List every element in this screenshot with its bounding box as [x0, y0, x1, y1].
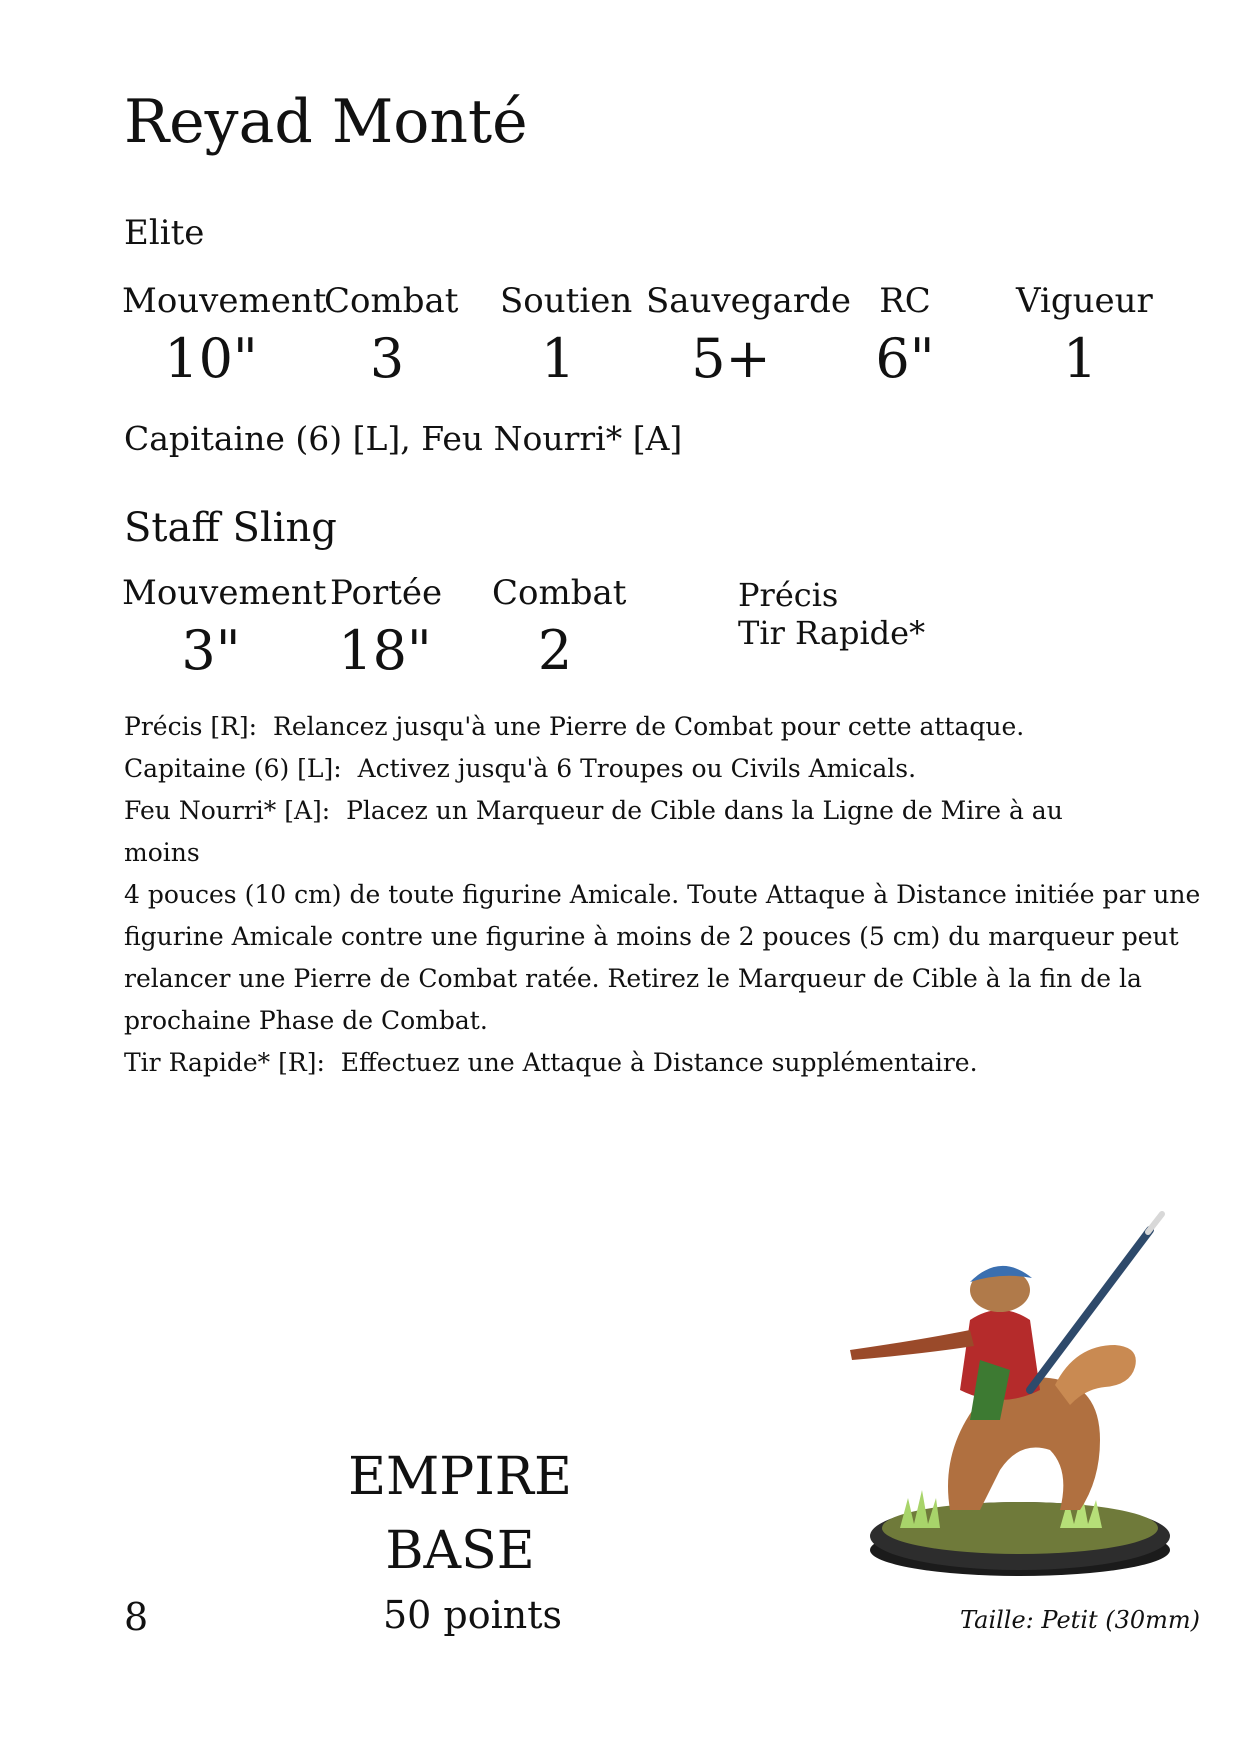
- rule-entry: [124, 706, 1124, 748]
- rule-entry: [124, 748, 1124, 790]
- rule-name: Feu Nourri* [A]:: [124, 796, 331, 825]
- unit-rank: Elite: [124, 213, 205, 253]
- stat-value-save: 5+: [691, 327, 771, 390]
- stat-value-movement: 10": [164, 327, 258, 390]
- page-number: 8: [124, 1595, 149, 1639]
- stat-value-combat: 3: [369, 327, 405, 390]
- rule-entry: [124, 790, 1201, 1042]
- weapon-stat-label-combat: Combat: [492, 573, 627, 613]
- stat-value-support: 1: [540, 327, 576, 390]
- rule-text: prochaine Phase de Combat.: [124, 1006, 488, 1035]
- rule-text: figurine Amicale contre une figurine à moins de 2 pouces (5 cm) du marqueur peut: [124, 922, 1179, 951]
- rule-name: Tir Rapide* [R]:: [124, 1048, 325, 1077]
- rule-text: Activez jusqu'à 6 Troupes ou Civils Amicals.: [357, 754, 917, 783]
- stat-label-rc: RC: [879, 281, 931, 321]
- stat-label-save: Sauvegarde: [646, 281, 851, 321]
- base-size: Taille: Petit (30mm): [960, 1606, 1201, 1634]
- faction-line: BASE: [385, 1521, 535, 1581]
- rule-text: Relancez jusqu'à une Pierre de Combat pour cette attaque.: [273, 712, 1025, 741]
- faction-label: [330, 1440, 590, 1588]
- weapon-trait: Tir Rapide*: [738, 614, 926, 652]
- weapon-stat-value-range: 18": [338, 619, 432, 682]
- weapon-traits: [738, 576, 925, 652]
- stat-label-vigor: Vigueur: [1016, 281, 1153, 321]
- weapon-stat-value-movement: 3": [181, 619, 241, 682]
- stat-value-rc: 6": [875, 327, 935, 390]
- rule-text: Placez un Marqueur de Cible dans la Ligne de Mire à au moins: [124, 796, 1063, 867]
- weapon-name: Staff Sling: [124, 505, 337, 551]
- stat-label-combat: Combat: [324, 281, 459, 321]
- miniature-illustration: [830, 1210, 1170, 1590]
- unit-title: Reyad Monté: [124, 87, 528, 157]
- weapon-stat-label-range: Portée: [330, 573, 443, 613]
- unit-points: 50 points: [383, 1593, 563, 1637]
- rule-entry: [124, 1042, 1124, 1084]
- unit-abilities: Capitaine (6) [L], Feu Nourri* [A]: [124, 419, 683, 458]
- faction-line: EMPIRE: [348, 1447, 572, 1507]
- weapon-stats-row: [0, 573, 1241, 696]
- rule-text: 4 pouces (10 cm) de toute figurine Amicale. Toute Attaque à Distance initiée par une: [124, 880, 1201, 909]
- stat-label-movement: Mouvement: [122, 281, 327, 321]
- weapon-trait: Précis: [738, 576, 839, 614]
- rules-text: [124, 706, 1201, 1084]
- unit-stats-row: [0, 281, 1241, 404]
- stat-label-support: Soutien: [500, 281, 633, 321]
- rule-name: Capitaine (6) [L]:: [124, 754, 342, 783]
- weapon-stat-value-combat: 2: [537, 619, 573, 682]
- rule-name: Précis [R]:: [124, 712, 258, 741]
- rule-text: relancer une Pierre de Combat ratée. Retirez le Marqueur de Cible à la fin de la: [124, 964, 1142, 993]
- weapon-stat-label-movement: Mouvement: [122, 573, 327, 613]
- stat-value-vigor: 1: [1062, 327, 1098, 390]
- rule-text: Effectuez une Attaque à Distance supplémentaire.: [340, 1048, 978, 1077]
